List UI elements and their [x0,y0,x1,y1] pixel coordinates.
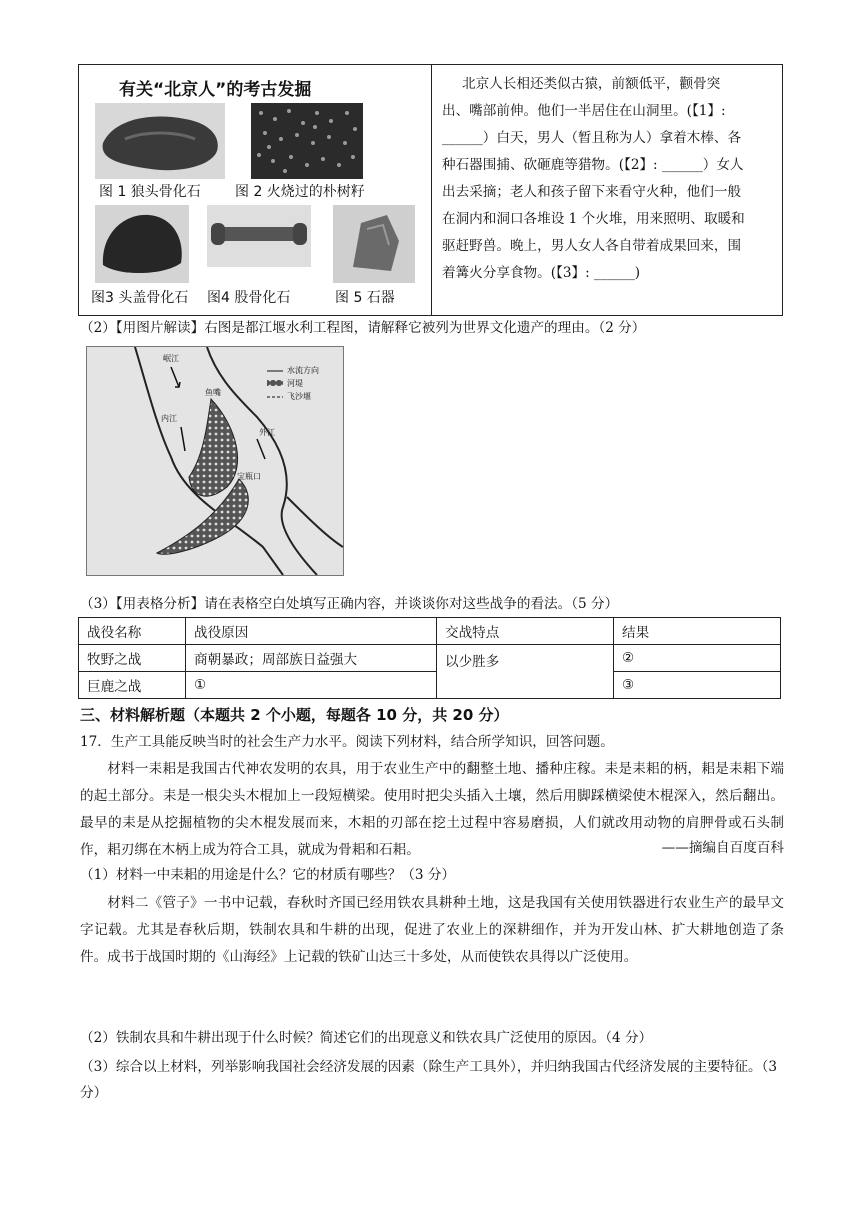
narrative-line-6: 在洞内和洞口各堆设 1 个火堆，用来照明、取暖和 [442,211,745,227]
stone-tool-photo [333,205,415,283]
table-row [79,672,781,699]
figure-title: 有关“北京人”的考古发掘 [119,80,312,100]
question-3: （3）【用表格分析】请在表格空白处填写正确内容，并谈谈你对这些战争的看法。（5 分） [80,596,619,612]
section-heading: 三、材料解析题（本题共 2 个小题，每题各 10 分，共 20 分） [80,706,509,724]
peking-man-narrative [432,65,782,315]
material-2: 材料二《管子》一书中记载，春秋时齐国已经用铁农具耕种土地，这是我国有关使用铁器进行农业生产的最早文字记载。尤其是春秋后期，铁制农具和牛耕的出现，促进了农业上的深耕细作，并为开发山林、扩大耕地创造了条件。成书于战国时期的《山海经》上记载的铁矿山达三十多处，从而使铁农具得以广泛使用。 [80,895,784,965]
map-legend-levee: 河堤 [287,379,303,388]
narrative-line-7: 驱赶野兽。晚上，男人女人各自带着成果回来，围 [442,238,742,254]
map-legend-feishayan: 飞沙堰 [287,392,311,401]
narrative-line-8: 着篝火分享食物。(【3】: ______) [442,265,641,281]
table-header: 结果 [614,618,781,645]
femur-photo [207,205,311,267]
narrative-line-1: 北京人长相还类似古猿，前额低平，颧骨突 [462,76,721,92]
seeds-photo [251,103,363,179]
figure-text-box [78,64,783,316]
archaeology-figure-panel [79,65,432,315]
caption-3: 图3 头盖骨化石 [91,290,189,306]
map-label-yuzui: 鱼嘴 [205,388,221,397]
battle-table [78,617,781,699]
narrative-line-4: 种石器围捕、砍砸鹿等猎物。(【2】: ______）女人 [442,157,744,173]
map-label-minjiang: 岷江 [163,354,179,363]
table-header: 战役原因 [186,618,437,645]
table-row [79,645,781,672]
table-cell: ③ [614,672,781,699]
question-2: （2）【用图片解读】右图是都江堰水利工程图，请解释它被列为世界文化遗产的理由。（2 分） [80,320,646,336]
question-17-2: （2）铁制农具和牛耕出现于什么时候？简述它们的出现意义和铁农具广泛使用的原因。（4 分） [80,1030,653,1046]
narrative-line-2: 出、嘴部前伸。他们一半居住在山洞里。(【1】: [442,103,726,119]
table-cell: 以少胜多 [437,645,614,699]
table-cell: ① [186,672,437,699]
caption-4: 图4 股骨化石 [207,290,291,306]
material-1-source: ——摘编自百度百科 [661,840,784,856]
map-label-waijiang: 外江 [259,428,275,437]
narrative-line-3: ______）白天，男人（暂且称为人）拿着木棒、各 [442,130,742,146]
table-cell: 商朝暴政；周部族日益强大 [186,645,437,672]
table-cell: 牧野之战 [79,645,186,672]
question-17-1: （1）材料一中耒耜的用途是什么？它的材质有哪些？（3 分） [80,867,456,883]
dujiangyan-map [86,346,344,576]
question-17-3: （3）综合以上材料，列举影响我国社会经济发展的因素（除生产工具外），并归纳我国古代经济发展的主要特征。（3 分） [80,1059,777,1101]
table-header: 交战特点 [437,618,614,645]
map-legend-flow: 水流方向 [287,366,319,375]
table-cell: ② [614,645,781,672]
map-label-baoping: 宝瓶口 [237,472,261,481]
narrative-line-5: 出去采摘；老人和孩子留下来看守火种，他们一般 [442,184,742,200]
map-label-neijiang: 内江 [161,414,177,423]
table-cell: 巨鹿之战 [79,672,186,699]
table-header: 战役名称 [79,618,186,645]
caption-1: 图 1 狼头骨化石 [99,184,201,200]
caption-2: 图 2 火烧过的朴树籽 [235,184,365,200]
caption-5: 图 5 石器 [335,290,395,306]
skullcap-photo [95,205,189,283]
question-17: 17．生产工具能反映当时的社会生产力水平。阅读下列材料，结合所学知识，回答问题。 [80,734,614,750]
table-header-row [79,618,781,645]
wolf-skull-photo [95,103,225,179]
material-1: 材料一耒耜是我国古代神农发明的农具，用于农业生产中的翻整土地、播种庄稼。耒是耒耜的柄，耜是耒耜下端的起土部分。耒是一根尖头木棍加上一段短横梁。使用时把尖头插入土壤，然后用脚踩横梁使木棍深入，然后翻出。最早的耒是从挖掘植物的尖木棍发展而来，木耜的刃部在挖土过程中容易磨损，人们就改用动物的肩胛骨或石头制作，耜刃绑在木柄上成为符合工具，就成为骨耜和石耜。 [80,761,784,858]
